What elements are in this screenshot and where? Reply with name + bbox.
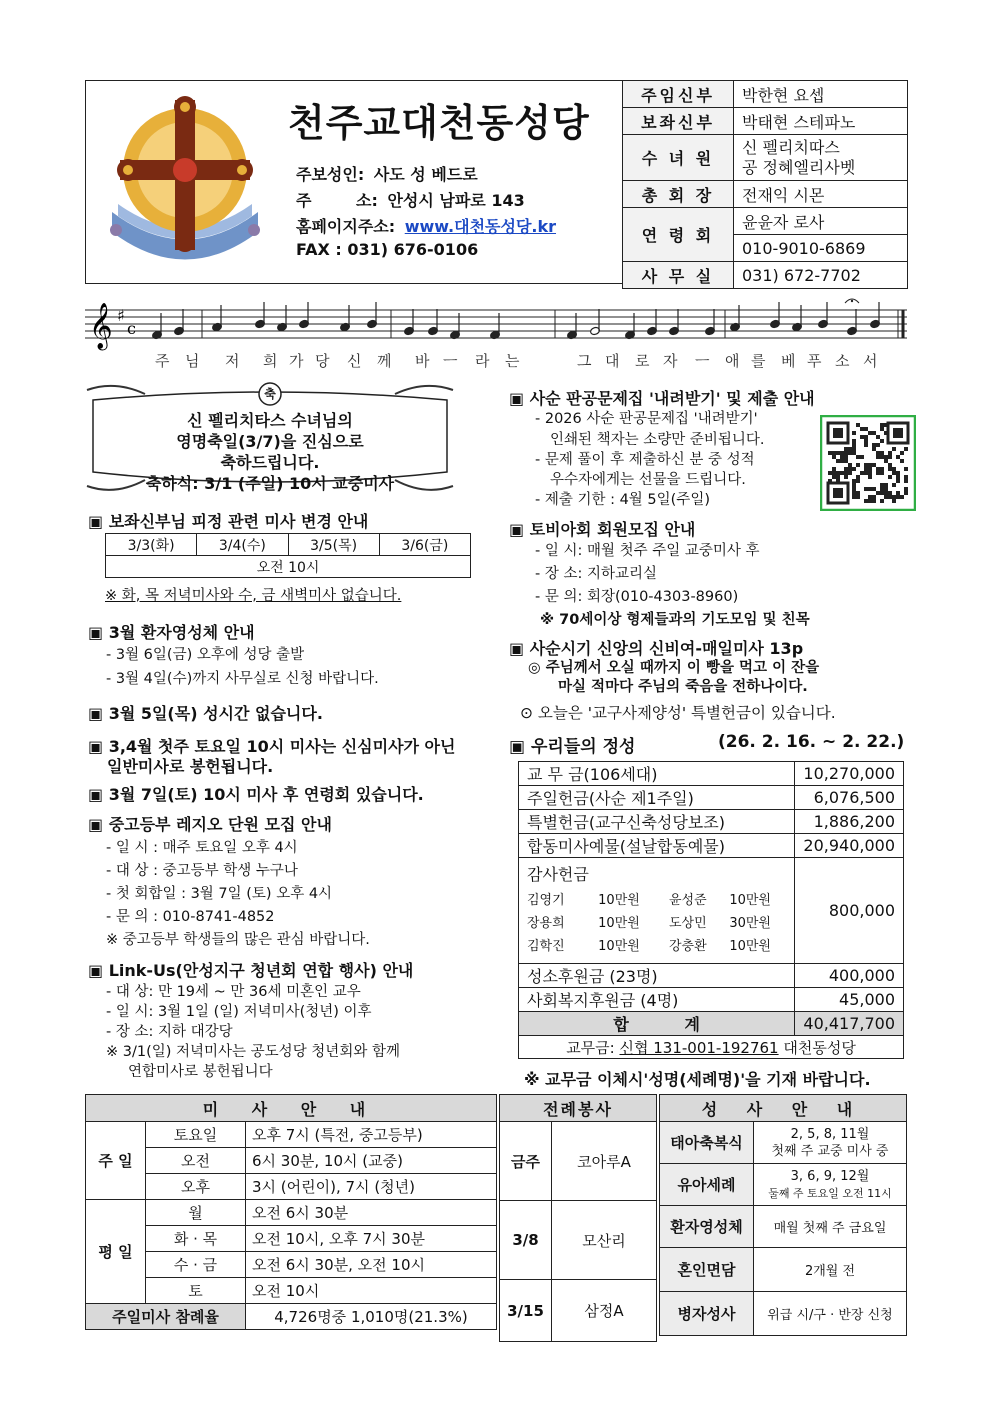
donor-name: 김학진 [527, 939, 565, 954]
offering-amount: 400,000 [795, 964, 904, 988]
altar-team: 모산리 [552, 1201, 657, 1280]
account-note: ※ 교무금 이체시'성명(세례명)'을 기재 바랍니다. [524, 1070, 871, 1089]
offering-name: 교 무 금 [527, 765, 584, 784]
donor-amount: 10만원 [729, 939, 771, 954]
altar-date: 금주 [500, 1122, 552, 1201]
homepage-line [296, 214, 556, 237]
staff-row [623, 208, 908, 235]
lyric-syllable: 가 [289, 352, 304, 370]
account-cell [519, 1036, 904, 1059]
staff-role: 총 회 장 [623, 181, 734, 208]
lyric-syllable: ㅡ [695, 352, 710, 370]
offering-name: 합동미사예물 [527, 837, 620, 856]
sacrament-detail [754, 1122, 907, 1164]
holy-hour-notice: ▣ 3월 5일(목) 성시간 없습니다. [88, 704, 323, 723]
fax-line: FAX : 031) 676-0106 [296, 240, 479, 259]
offering-sub: (사순 제1주일) [588, 789, 694, 808]
offering-sub: (교구신축성당보조) [588, 813, 725, 832]
staff-value: 031) 672-7702 [734, 262, 908, 289]
sacrament-value: 둘째 주 토요일 오전 11시 [768, 1186, 892, 1200]
first-saturday-notice-2: 일반미사로 봉헌됩니다. [107, 757, 274, 776]
account-number: 신협 131-001-192761 [619, 1038, 779, 1057]
staff-value-multi [734, 135, 908, 181]
altar-team: 코아루A [552, 1122, 657, 1201]
donor-amount: 10만원 [729, 893, 771, 908]
total-label: 합 계 [519, 1012, 795, 1036]
offering-row [519, 810, 904, 834]
mass-change-time: 오전 10시 [106, 556, 471, 578]
sick-communion-title: ▣ 3월 환자영성체 안내 [88, 623, 255, 642]
lyric-syllable: 저 [225, 352, 240, 370]
svg-text:♯: ♯ [117, 306, 125, 325]
mass-change-day: 3/6(금) [379, 534, 470, 556]
special-collection-notice: ⊙ 오늘은 '교구사제양성' 특별헌금이 있습니다. [520, 704, 836, 722]
offering-amount: 1,886,200 [795, 810, 904, 834]
lent-quiz-line: - 2026 사순 판공문제집 '내려받기' [535, 411, 758, 427]
sacrament-table [659, 1094, 907, 1336]
sacrament-label: 병자성사 [660, 1292, 754, 1336]
altar-service-table [499, 1094, 657, 1342]
offering-label [519, 834, 795, 858]
donor-name: 김영기 [527, 893, 565, 908]
offering-row [519, 988, 904, 1012]
mass-day: 토요일 [146, 1122, 246, 1148]
staff-role: 주임신부 [623, 81, 734, 108]
thanks-amount: 800,000 [795, 858, 904, 964]
staff-row [623, 108, 908, 135]
sacrament-value: 매월 첫째 주 금요일 [754, 1206, 907, 1248]
feast-line: 신 펠리치타스 수녀님의 [187, 411, 353, 430]
altar-service-header: 전례봉사 [500, 1095, 657, 1122]
donor-name: 윤성준 [669, 893, 707, 908]
offerings-title: ▣ 우리들의 정성 [509, 737, 636, 757]
mass-day: 토 [146, 1278, 246, 1304]
lyric-syllable: 소 [835, 352, 850, 370]
linkus-line: - 일 시: 3월 1일 (일) 저녁미사(청년) 이후 [106, 1004, 372, 1020]
lent-quiz-title: ▣ 사순 판공문제집 '내려받기' 및 제출 안내 [509, 389, 815, 408]
legio-title: ▣ 중고등부 레지오 단원 모집 안내 [88, 815, 332, 834]
feast-line: 영명축일(3/7)을 진심으로 [176, 432, 364, 451]
mystery-title: ▣ 사순시기 신앙의 신비여-매일미사 13p [509, 639, 804, 658]
parish-title: 천주교대천동성당 [288, 101, 590, 145]
funeral-meeting-notice: ▣ 3월 7일(토) 10시 미사 후 연령회 있습니다. [88, 785, 424, 804]
staff-value: 공 정혜엘리사벳 [742, 157, 856, 177]
homepage-link[interactable]: www.대천동성당.kr [404, 217, 557, 236]
sacrament-label: 유아세례 [660, 1164, 754, 1206]
thanks-names-row [527, 889, 786, 912]
offering-row [519, 762, 904, 786]
legio-line: - 문 의 : 010-8741-4852 [106, 909, 275, 925]
feast-line: 축하식: 3/1 (주일) 10시 교중미사 [145, 474, 395, 493]
lent-quiz-line: 인쇄된 책자는 소량만 준비됩니다. [550, 432, 765, 448]
lyric-syllable: 서 [863, 352, 878, 370]
offering-row [519, 786, 904, 810]
lent-quiz-line: 우수자에게는 선물을 드립니다. [550, 472, 746, 488]
offerings-period: (26. 2. 16. ~ 2. 22.) [718, 732, 905, 752]
total-amount: 40,417,700 [795, 1012, 904, 1036]
mass-change-table [105, 533, 471, 578]
sacrament-value: 3, 6, 9, 12월 [790, 1168, 870, 1184]
offerings-table [518, 761, 904, 1059]
mass-time: 6시 30분, 10시 (교중) [246, 1148, 497, 1174]
legio-line: - 첫 회합일 : 3월 7일 (토) 오후 4시 [106, 886, 333, 902]
lyric-syllable: 를 [751, 352, 766, 370]
mass-change-day: 3/5(목) [288, 534, 379, 556]
staff-value: 박한현 요셉 [734, 81, 908, 108]
music-score [85, 293, 907, 373]
attendance-label: 주일미사 참례율 [86, 1304, 246, 1330]
staff-row [623, 135, 908, 181]
staff-value: 박태현 스테파노 [734, 108, 908, 135]
altar-date: 3/15 [500, 1280, 552, 1342]
staff-row [623, 262, 908, 289]
lyric-syllable: 주 [155, 352, 170, 370]
staff-role: 수 녀 원 [623, 135, 734, 181]
sacrament-value: 2개월 전 [754, 1248, 907, 1292]
lyric-syllable: 베 [781, 352, 796, 370]
staff-value: 윤윤자 로사 [734, 208, 908, 235]
linkus-line: - 대 상: 만 19세 ~ 만 36세 미혼인 교우 [106, 984, 361, 1000]
offering-sub: (106세대) [583, 765, 658, 784]
mass-time: 오후 7시 (특전, 중고등부) [246, 1122, 497, 1148]
thanks-cell [519, 858, 795, 964]
staff-role: 보좌신부 [623, 108, 734, 135]
mass-change-title: ▣ 보좌신부님 피정 관련 미사 변경 안내 [88, 512, 369, 531]
altar-date: 3/8 [500, 1201, 552, 1280]
mass-schedule-header: 미 사 안 내 [86, 1095, 497, 1122]
treble-clef-icon: 𝄞 [89, 303, 113, 349]
mass-day: 오후 [146, 1174, 246, 1200]
staff-table [622, 80, 908, 289]
offering-amount: 10,270,000 [795, 762, 904, 786]
donor-name: 도상민 [669, 916, 707, 931]
donor-amount: 30만원 [729, 916, 771, 931]
address-label: 주 소: [296, 191, 378, 210]
lyric-syllable: 바 [415, 352, 430, 370]
tobias-note: ※ 70세이상 형제들과의 기도모임 및 친목 [540, 612, 810, 628]
weekday-label: 평 일 [86, 1200, 146, 1304]
account-row [519, 1036, 904, 1059]
sunday-label: 주 일 [86, 1122, 146, 1200]
lyric-syllable: 로 [635, 352, 650, 370]
tobias-line: - 일 시: 매월 첫주 주일 교중미사 후 [535, 543, 760, 559]
staff-row [623, 81, 908, 108]
lyric-syllable: 신 [347, 352, 362, 370]
offering-amount: 45,000 [795, 988, 904, 1012]
offering-name: 특별헌금 [527, 813, 589, 832]
mass-time: 오전 6시 30분, 오전 10시 [246, 1252, 497, 1278]
donor-name: 장용희 [527, 916, 565, 931]
legio-line: - 대 상 : 중고등부 학생 누구나 [106, 863, 298, 879]
offering-label: 사회복지후원금 (4명) [519, 988, 795, 1012]
tobias-line: - 장 소: 지하교리실 [535, 566, 657, 582]
mass-change-note: ※ 화, 목 저녁미사와 수, 금 새벽미사 없습니다. [105, 588, 402, 604]
qr-code-icon[interactable] [820, 415, 916, 511]
donor-amount: 10만원 [598, 916, 640, 931]
lyric-syllable: 당 [315, 352, 330, 370]
altar-team: 삼정A [552, 1280, 657, 1342]
attendance-value: 4,726명중 1,010명(21.3%) [246, 1304, 497, 1330]
sacrament-label: 환자영성체 [660, 1206, 754, 1248]
mass-time: 3시 (어린이), 7시 (청년) [246, 1174, 497, 1200]
lyric-syllable: 자 [663, 352, 678, 370]
lyric-syllable: ㅡ [443, 352, 458, 370]
mass-time: 오전 6시 30분 [246, 1200, 497, 1226]
parish-logo [102, 92, 268, 272]
lyric-syllable: 께 [377, 352, 392, 370]
sick-communion-line: - 3월 4일(수)까지 사무실로 신청 바랍니다. [106, 671, 379, 687]
sick-communion-line: - 3월 6일(금) 오후에 성당 출발 [106, 647, 305, 663]
staff-value: 010-9010-6869 [734, 235, 908, 262]
mass-change-day: 3/4(수) [197, 534, 288, 556]
thanks-label: 감사헌금 [527, 865, 589, 884]
tobias-title: ▣ 토비아회 회원모집 안내 [509, 520, 696, 539]
mass-day: 화 · 목 [146, 1226, 246, 1252]
linkus-title: ▣ Link-Us(안성지구 청년회 연합 행사) 안내 [88, 961, 414, 980]
linkus-note-2: 연합미사로 봉헌됩니다 [128, 1064, 273, 1080]
linkus-line: - 장 소: 지하 대강당 [106, 1024, 233, 1040]
patron-line [296, 162, 478, 185]
feast-message [85, 410, 455, 494]
first-saturday-notice: ▣ 3,4월 첫주 토요일 10시 미사는 신심미사가 아닌 [88, 737, 456, 756]
offering-row [519, 858, 904, 964]
sacrament-header: 성 사 안 내 [660, 1095, 907, 1122]
lent-quiz-line: - 제출 기한 : 4월 5일(주일) [535, 492, 710, 508]
offering-label [519, 810, 795, 834]
homepage-label: 홈페이지주소: [296, 217, 396, 236]
offering-amount: 20,940,000 [795, 834, 904, 858]
linkus-note: ※ 3/1(일) 저녁미사는 공도성당 청년회와 함께 [106, 1044, 400, 1060]
offering-name: 주일헌금 [527, 789, 589, 808]
sacrament-label: 태아축복식 [660, 1122, 754, 1164]
account-suffix: 대천동성당 [778, 1038, 856, 1057]
lyric-syllable: 는 [505, 352, 520, 370]
offering-total-row [519, 1012, 904, 1036]
lyric-syllable: 푸 [807, 352, 822, 370]
thanks-names-row [527, 935, 786, 958]
offering-row [519, 834, 904, 858]
sacrament-value: 위급 시/구 · 반장 신청 [754, 1292, 907, 1336]
donor-amount: 10만원 [598, 939, 640, 954]
legio-line: - 일 시 : 매주 토요일 오후 4시 [106, 840, 298, 856]
patron-label: 주보성인: [296, 165, 365, 184]
lyric-syllable: 대 [605, 352, 620, 370]
mass-day: 오전 [146, 1148, 246, 1174]
sacrament-value: 첫째 주 교중 미사 중 [771, 1143, 889, 1159]
staff-value: 신 펠리치따스 [742, 137, 840, 157]
donor-amount: 10만원 [598, 893, 640, 908]
donor-name: 강충환 [669, 939, 707, 954]
mass-time: 오전 10시 [246, 1278, 497, 1304]
lyric-syllable: 그 [577, 352, 592, 370]
staff-row [623, 181, 908, 208]
lyric-syllable: 희 [263, 352, 278, 370]
tobias-line: - 문 의: 회장(010-4303-8960) [535, 589, 739, 605]
sacrament-label: 혼인면담 [660, 1248, 754, 1292]
mass-day: 월 [146, 1200, 246, 1226]
staff-value: 전재익 시몬 [734, 181, 908, 208]
lent-quiz-line: - 문제 풀이 후 제출하신 분 중 성적 [535, 452, 755, 468]
mystery-line: 마실 적마다 주님의 죽음을 전하나이다. [558, 679, 808, 695]
offering-row [519, 964, 904, 988]
address-value: 안성시 남파로 143 [387, 191, 525, 210]
offering-label [519, 762, 795, 786]
offering-label [519, 786, 795, 810]
feast-badge: 축 [264, 387, 276, 401]
mass-day: 수 · 금 [146, 1252, 246, 1278]
lyric-syllable: 애 [725, 352, 740, 370]
feast-line: 축하드립니다. [220, 453, 320, 472]
thanks-names-row [527, 912, 786, 935]
lyric-syllable: 님 [185, 352, 200, 370]
mass-change-day: 3/3(화) [106, 534, 197, 556]
offering-sub: (설날합동예물) [619, 837, 725, 856]
staff-role: 연 령 회 [623, 208, 734, 262]
address-line [296, 188, 525, 211]
patron-value: 사도 성 베드로 [373, 165, 478, 184]
offering-amount: 6,076,500 [795, 786, 904, 810]
sacrament-detail [754, 1164, 907, 1206]
svg-text:c: c [127, 319, 136, 338]
mass-schedule-table [85, 1094, 497, 1330]
lyric-syllable: 라 [475, 352, 490, 370]
mystery-line: ◎ 주님께서 오실 때까지 이 빵을 먹고 이 잔을 [528, 660, 820, 676]
sacrament-value: 2, 5, 8, 11월 [790, 1126, 870, 1142]
music-lyrics [155, 352, 878, 370]
music-notes [152, 302, 881, 340]
mass-time: 오전 10시, 오후 7시 30분 [246, 1226, 497, 1252]
account-prefix: 교무금: [566, 1038, 620, 1057]
offering-label: 성소후원금 (23명) [519, 964, 795, 988]
staff-role: 사 무 실 [623, 262, 734, 289]
legio-note: ※ 중고등부 학생들의 많은 관심 바랍니다. [106, 932, 370, 948]
